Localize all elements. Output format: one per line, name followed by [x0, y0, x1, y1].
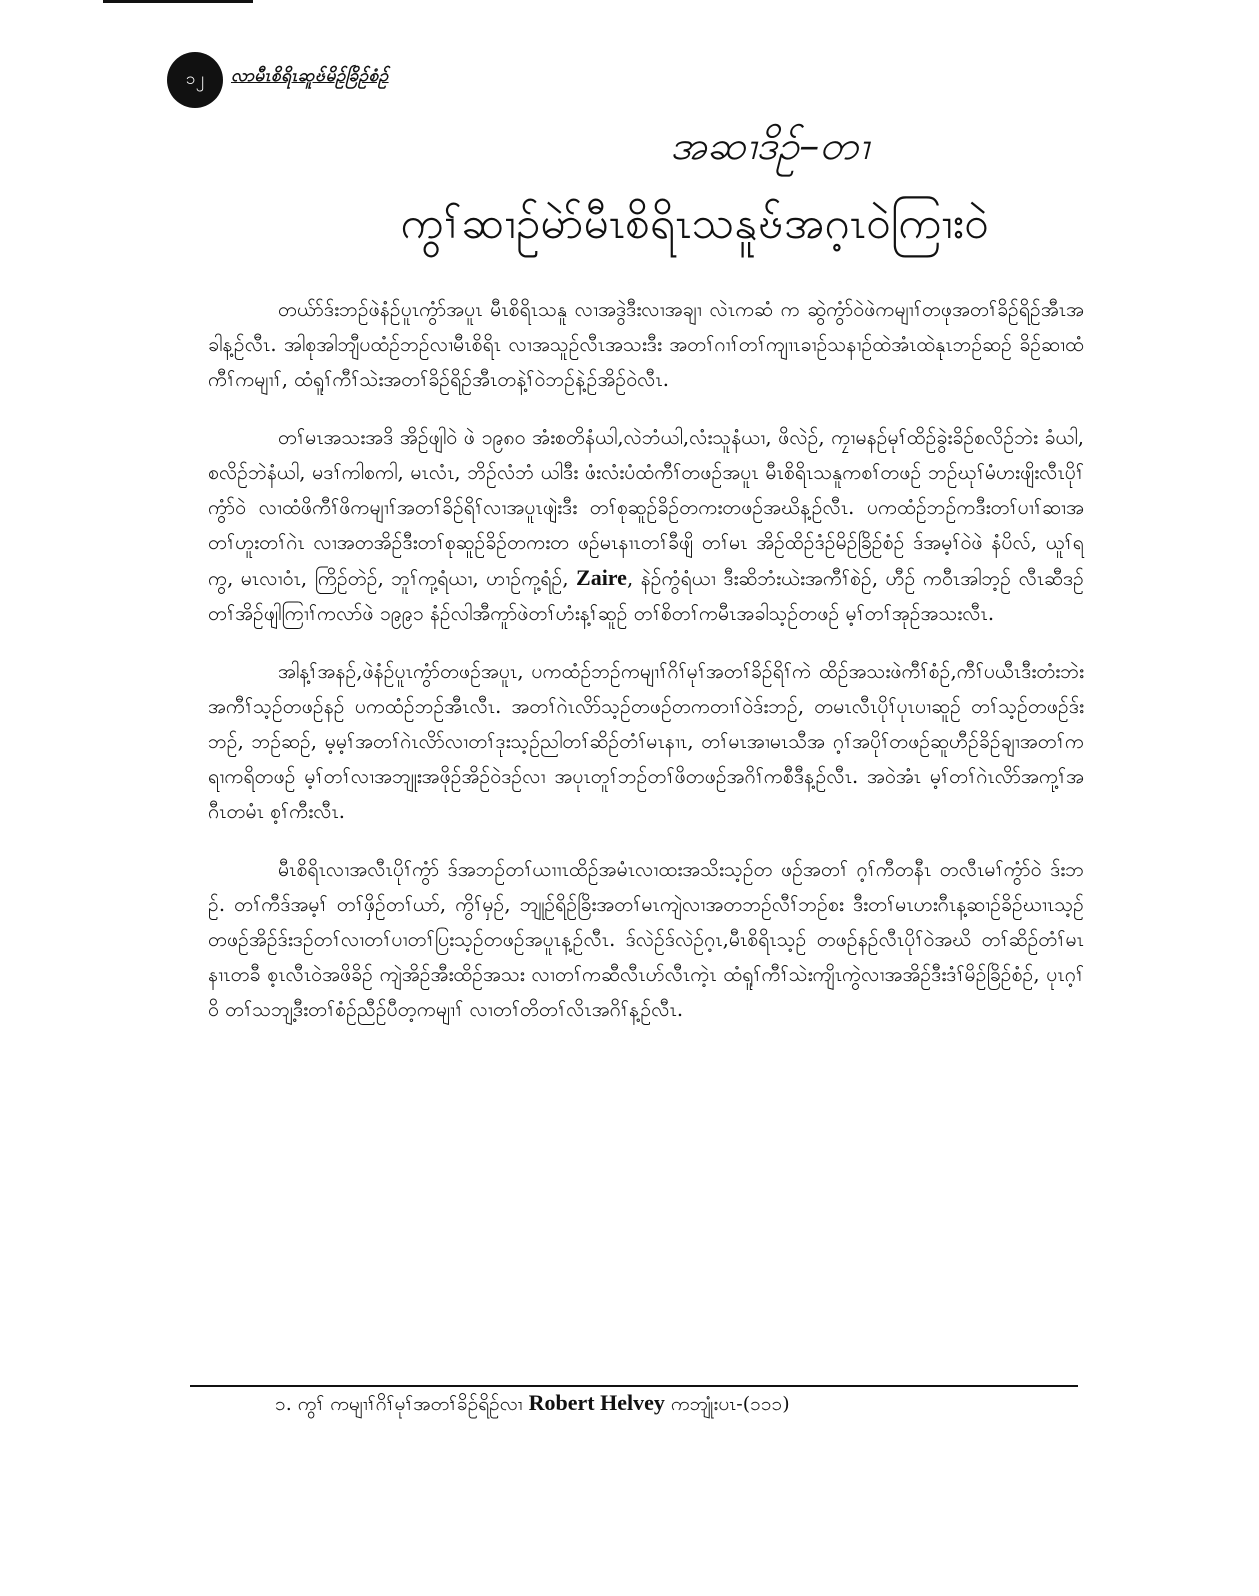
footnote-rule [190, 1385, 1078, 1387]
paragraph-4: မီၤစိရိၤလၢအလီၤပိုၢ်ကွံာ် ဒ်အဘဉ်တၢ်ယၢၢၤထိဉ်အမံၤလၢထးအသိးသ့ဉ်တ ဖဉ်အတၢ် ဂ့ၢ်ကီတနီၤ တလီၤမၢ်ကွံာ်ဝဲ ဒ်းဘဉ်. တၢ်ကီဒ်အမ့ၢ် တၢ်ဖှိဉ်တၢ်ယာ်, ကွိၢ်မှဉ်, ဘျုဉ်ရိဉ်ခြိးအတၢ်မၤကျဲလၢအတဘဉ်လီၢ်ဘဉ်စး ဒီးတၢ်မၤဟးဂီၤန့ဆၢဉ်ခိဉ်ဃၢၤသ့ဉ် တဖဉ်အိဉ်ဒ်းဒဉ်တၢ်လၢတၢ်ပၢတၢ်ပြးသ့ဉ်တဖဉ်အပူၤန့ဉ်လီၤ. ဒ်လဲဉ်ဒ်လဲဉ်ဂ့ၤ,မီၤစိရိၤသ့ဉ် တဖဉ်နဉ်လီၤပိုၢ်ဝဲအဃိ တၢ်ဆိဉ်တံၢ်မၤနၢၤတခီ စ့ၤလီၤဝဲအဖိခိဉ် ကျဲအိဉ်အီးထိဉ်အသး လၢတၢ်ကဆီလီၤဟ်လီၤကဲ့ၤ ထံရူၢ်ကီၢ်သဲးကျိၤကွဲလၢအအိဉ်ဒီးဒံၢ်မိဉ်ခြိဉ်စံဉ်, ပုၤဂ့ၢ်ဝိ တၢ်သဘျ့ဒီးတၢ်စံဉ်ညီဉ်ပီတ့ကမျၢၢ် လၢတၢ်တိတၢ်လိၤအဂိၢ်န့ဉ်လီၤ. [208, 858, 1084, 1021]
running-head: လာမီၤစိရိၤဆူၓ်မိဉ်ခြိဉ်စံဉ် [231, 65, 389, 86]
latin-term: Zaire [576, 565, 627, 590]
page-number-badge: ၁၂ [167, 52, 223, 108]
paragraph-1: တယ်ာ်ဒ်းဘဉ်ဖဲနံဉ်ပူၤကွံာ်အပူၤ မီၤစိရိၤသနူ လၢအဒွဲဒီးလၢအချၢ လဲၤကဆံ က ဆွဲကွံာ်ဝဲဖဲကမျၢၢ်တဖုအတၢ်ခိဉ်ရိဉ်အီၤအခါန့ဉ်လီၤ. အါစုအါဘျီပထံဉ်ဘဉ်လၢမီၤစိရိၤ လၢအသူဉ်လီၤအသးဒီး အတၢ်ဂၢၢ်တၢ်ကျၢၤခၢဉ်သနၢဉ်ထဲအံၤထဲနုၤဘဉ်ဆဉ် ခိဉ်ဆၢထံ ကီၢ်ကမျၢၢ်, ထံရူၢ်ကီၢ်သဲးအတၢ်ခိဉ်ရိဉ်အီၤတနဲ့ၢ်ဝဲဘဉ်နဲ့ဉ်အိဉ်ဝဲလီၤ. [208, 298, 1084, 391]
paragraph-3: အါန့ၢ်အနဉ်,ဖဲနံဉ်ပူၤကွံာ်တဖဉ်အပူၤ, ပကထံဉ်ဘဉ်ကမျၢၢ်ဂိၢ်မုၢ်အတၢ်ခိဉ်ရိၢ်ကဲ ထိဉ်အသးဖဲကီၢ်စံဉ်,ကီၢ်ပယီၤဒီးတံးဘဲးအကီၢ်သ့ဉ်တဖဉ်နဉ် ပကထံဉ်ဘဉ်အီၤလီၤ. အတၢ်ဂဲၤလိာ်သ့ဉ်တဖဉ်တကတၢၢ်ဝဲဒ်းဘဉ်, တမၤလီၤပိုၢ်ပုၤပၢဆူဉ် တၢ်သ့ဉ်တဖဉ်ဒ်းဘဉ်, ဘဉ်ဆဉ်, မ့မ့ၢ်အတၢ်ဂဲၤလိာ်လၢတၢ်ဒုးသ့ဉ်ညါတၢ်ဆိဉ်တံၢ်မၤနၢၤ, တၢ်မၤအၢမၤသီအ ဂ့ၢ်အပိုၢ်တဖဉ်ဆူဟီဉ်ခိဉ်ချၢအတၢ်ကရၢကရိတဖဉ် မ့ၢ်တၢ်လၢအဘျုးအဖိုဉ်အိဉ်ဝဲဒဉ်လၢ အပုၤတူၢ်ဘဉ်တၢ်ဖိတဖဉ်အဂိၢ်ကစီဒီန့ဉ်လီၤ. အဝဲအံၤ မ့ၢ်တၢ်ဂဲၤလိာ်အကု့ၢ်အဂီၤတမံၤ စ့ၢ်ကီးလီၤ. [208, 660, 1084, 823]
top-rule [103, 0, 253, 3]
footnote [275, 1388, 790, 1419]
page-header [167, 52, 389, 108]
paragraph-2: တၢ်မၤအသးအဒိ အိဉ်ဖျါဝဲ ဖဲ ၁၉၈၀ အံးစတိနံယါ,လဲဘံယါ,လံးသူနံယၢ, ဖိလဲဉ်, ကၠၢမနဉ်မုၢ်ထိဉ်ခွဲးခိဉ်စလိဉ်ဘဲး ခံယါ, စလိဉ်ဘဲနံယါ, မဒၢ်ကါစကါ, မၤလံၤ, ဘိဉ်လံဘံ ယါဒီး ဖံးလံးပံထံကီၢ်တဖဉ်အပူၤ မီၤစိရိၤသနူကစၢ်တဖဉ် ဘဉ်ဃုၢ်မံဟးဖျိးလီၤပိုၢ်ကွံာ်ဝဲ လၢထံဖိကီၢ်ဖိကမျၢၢ်အတၢ်ခိဉ်ရိၢ်လၢအပူၤဖျဲးဒီး တၢ်စုဆူဉ်ခိဉ်တကးတဖဉ်အဃိန့ဉ်လီၤ. ပကထံဉ်ဘဉ်ကဒီးတၢ်ပၢၢ်ဆၢအတၢ်ဟူးတၢ်ဂဲၤ လၢအတအိဉ်ဒီးတၢ်စုဆူဉ်ခိဉ်တကးတ ဖဉ်မၤနၢၤတၢ်ခီဖျိ တၢ်မၤ အိဉ်ထိဉ်ဒံဉ်မိဉ်ခြိဉ်စံဉ် ဒ်အမ့ၢ်ဝဲဖဲ နံပိလ်, ယူၢ်ရကွ, မၤလၢဝံၤ, ကြိဉ်တဲဉ်, ဘူၢ်ကု့ရံယၢ, ဟၢဉ်ကု့ရံဉ်, Zaire, နဲဉ်ကွံရံယၢ ဒီးဆိဘံးယဲးအကီၢ်စဲဉ်, ဟီဉ် ကဝီၤအါဘ့ဉ် လီၤဆီဒဉ်တၢ်အိဉ်ဖျါကြၢၢ်ကလာ်ဖဲ ၁၉၉၁ နံဉ်လါအီကူာ်ဖဲတၢ်ဟံးန့ၢ်ဆူဉ် တၢ်စိတၢ်ကမီၤအခါသ့ဉ်တဖဉ် မ့ၢ်တၢ်အုဉ်အသးလီၤ. [208, 426, 1084, 625]
chapter-number: အဆၢဒိဉ်–တၢ [670, 123, 869, 169]
footnote-author: Robert Helvey [528, 1390, 665, 1415]
footnote-prefix: ၁. ကွၢ် ကမျၢၢ်ဂိၢ်မုၢ်အတၢ်ခိဉ်ရိဉ်လၢ [275, 1393, 523, 1415]
chapter-title: ကွၢ်ဆၢဉ်မဲာ်မီၤစိရိၤသနူၓ်အဂ့ၤဝဲကြၢးဝဲ [400, 198, 989, 249]
body-text [208, 292, 1084, 1027]
footnote-suffix: ကဘျုံးပၤ-(၁၁၁) [670, 1393, 790, 1415]
